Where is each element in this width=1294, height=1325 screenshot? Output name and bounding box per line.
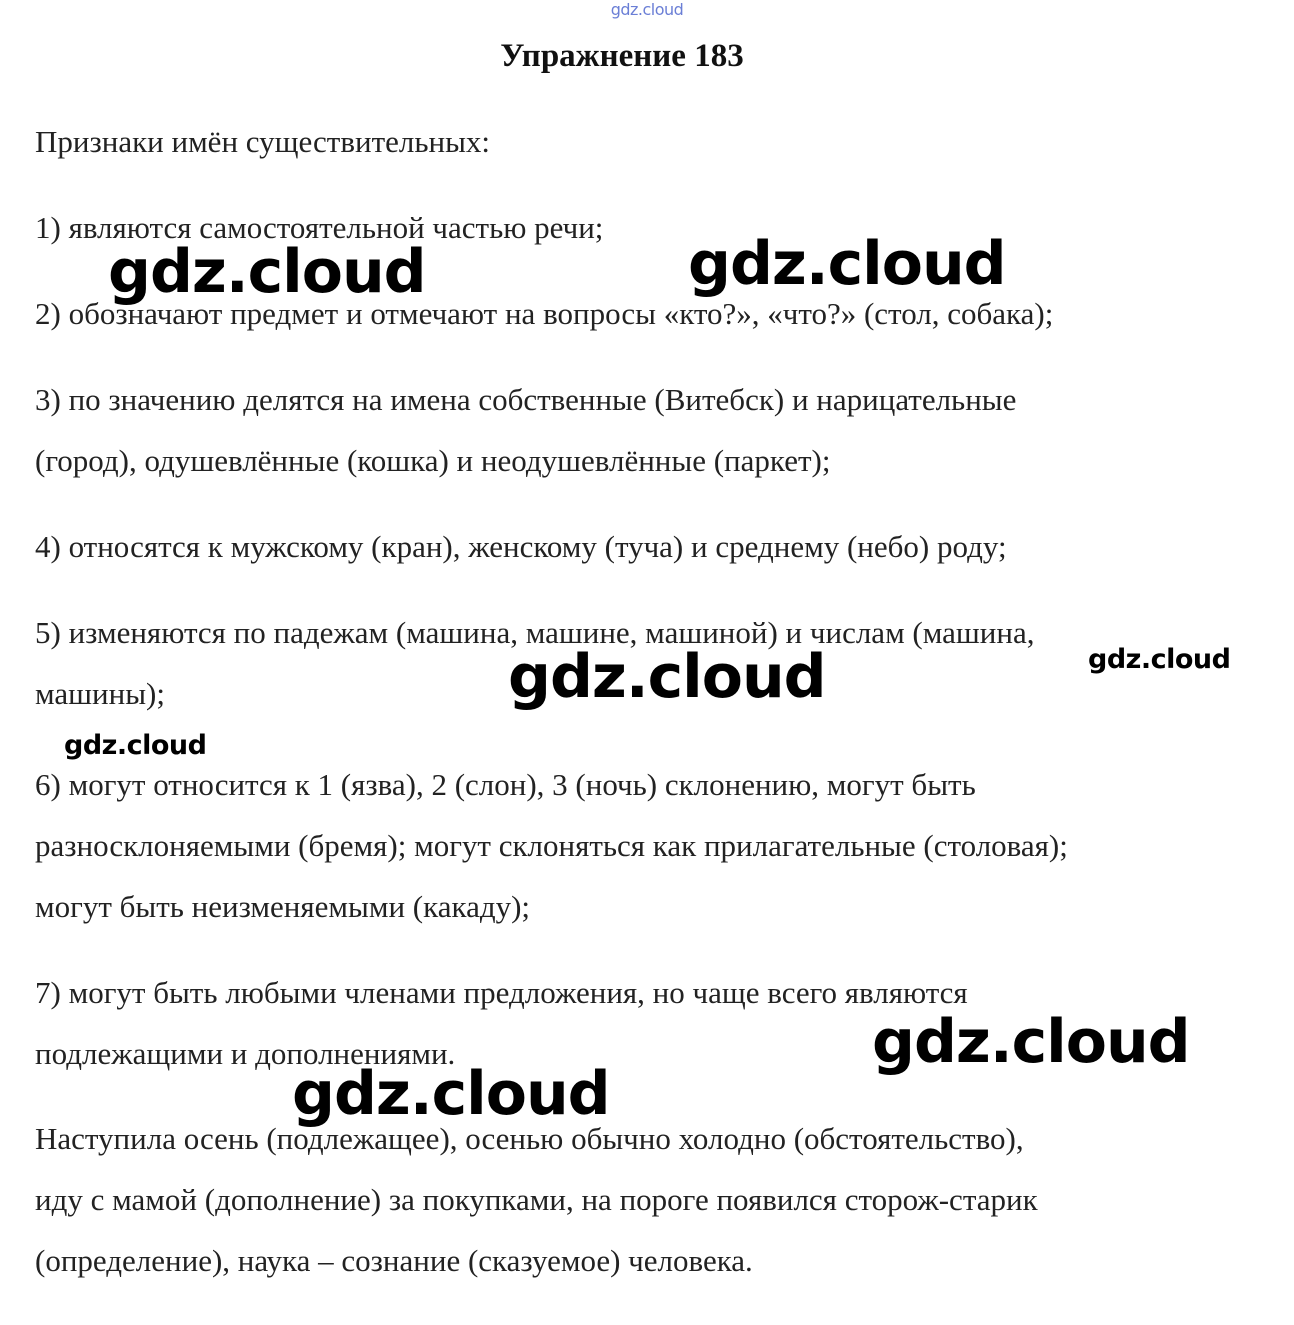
watermark: gdz.cloud	[1088, 644, 1231, 675]
text-line: машины);	[35, 676, 165, 711]
watermark: gdz.cloud	[64, 730, 207, 761]
text-line: разносклоняемыми (бремя); могут склоняться как прилагательные (столовая);	[35, 828, 1068, 863]
text-line: 2) обозначают предмет и отмечают на вопросы «кто?», «что?» (стол, собака);	[35, 296, 1054, 331]
text-line: 3) по значению делятся на имена собственные (Витебск) и нарицательные	[35, 382, 1017, 417]
text-line: подлежащими и дополнениями.	[35, 1036, 456, 1071]
watermark: gdz.cloud	[108, 237, 426, 307]
text-line: 5) изменяются по падежам (машина, машине, машиной) и числам (машина,	[35, 615, 1035, 650]
text-line: (город), одушевлённые (кошка) и неодушевлённые (паркет);	[35, 443, 831, 478]
text-line: 4) относятся к мужскому (кран), женскому (туча) и среднему (небо) роду;	[35, 529, 1007, 564]
text-line: Наступила осень (подлежащее), осенью обычно холодно (обстоятельство),	[35, 1121, 1024, 1156]
top-watermark: gdz.cloud	[610, 0, 684, 19]
text-line: 7) могут быть любыми членами предложения, но чаще всего являются	[35, 975, 968, 1010]
heading-line: Признаки имён существительных:	[35, 124, 491, 159]
watermark: gdz.cloud	[688, 229, 1006, 299]
text-line: могут быть неизменяемыми (какаду);	[35, 889, 531, 924]
watermark: gdz.cloud	[292, 1059, 610, 1129]
text-line: иду с мамой (дополнение) за покупками, на пороге появился сторож-старик	[35, 1182, 1038, 1217]
watermark: gdz.cloud	[872, 1007, 1190, 1077]
text-line: 1) являются самостоятельной частью речи;	[35, 210, 604, 245]
text-line: (определение), наука – сознание (сказуемое) человека.	[35, 1243, 753, 1278]
exercise-title: Упражнение 183	[500, 38, 744, 74]
text-line: 6) могут относится к 1 (язва), 2 (слон), 3 (ночь) склонению, могут быть	[35, 767, 976, 802]
watermark: gdz.cloud	[508, 642, 826, 712]
